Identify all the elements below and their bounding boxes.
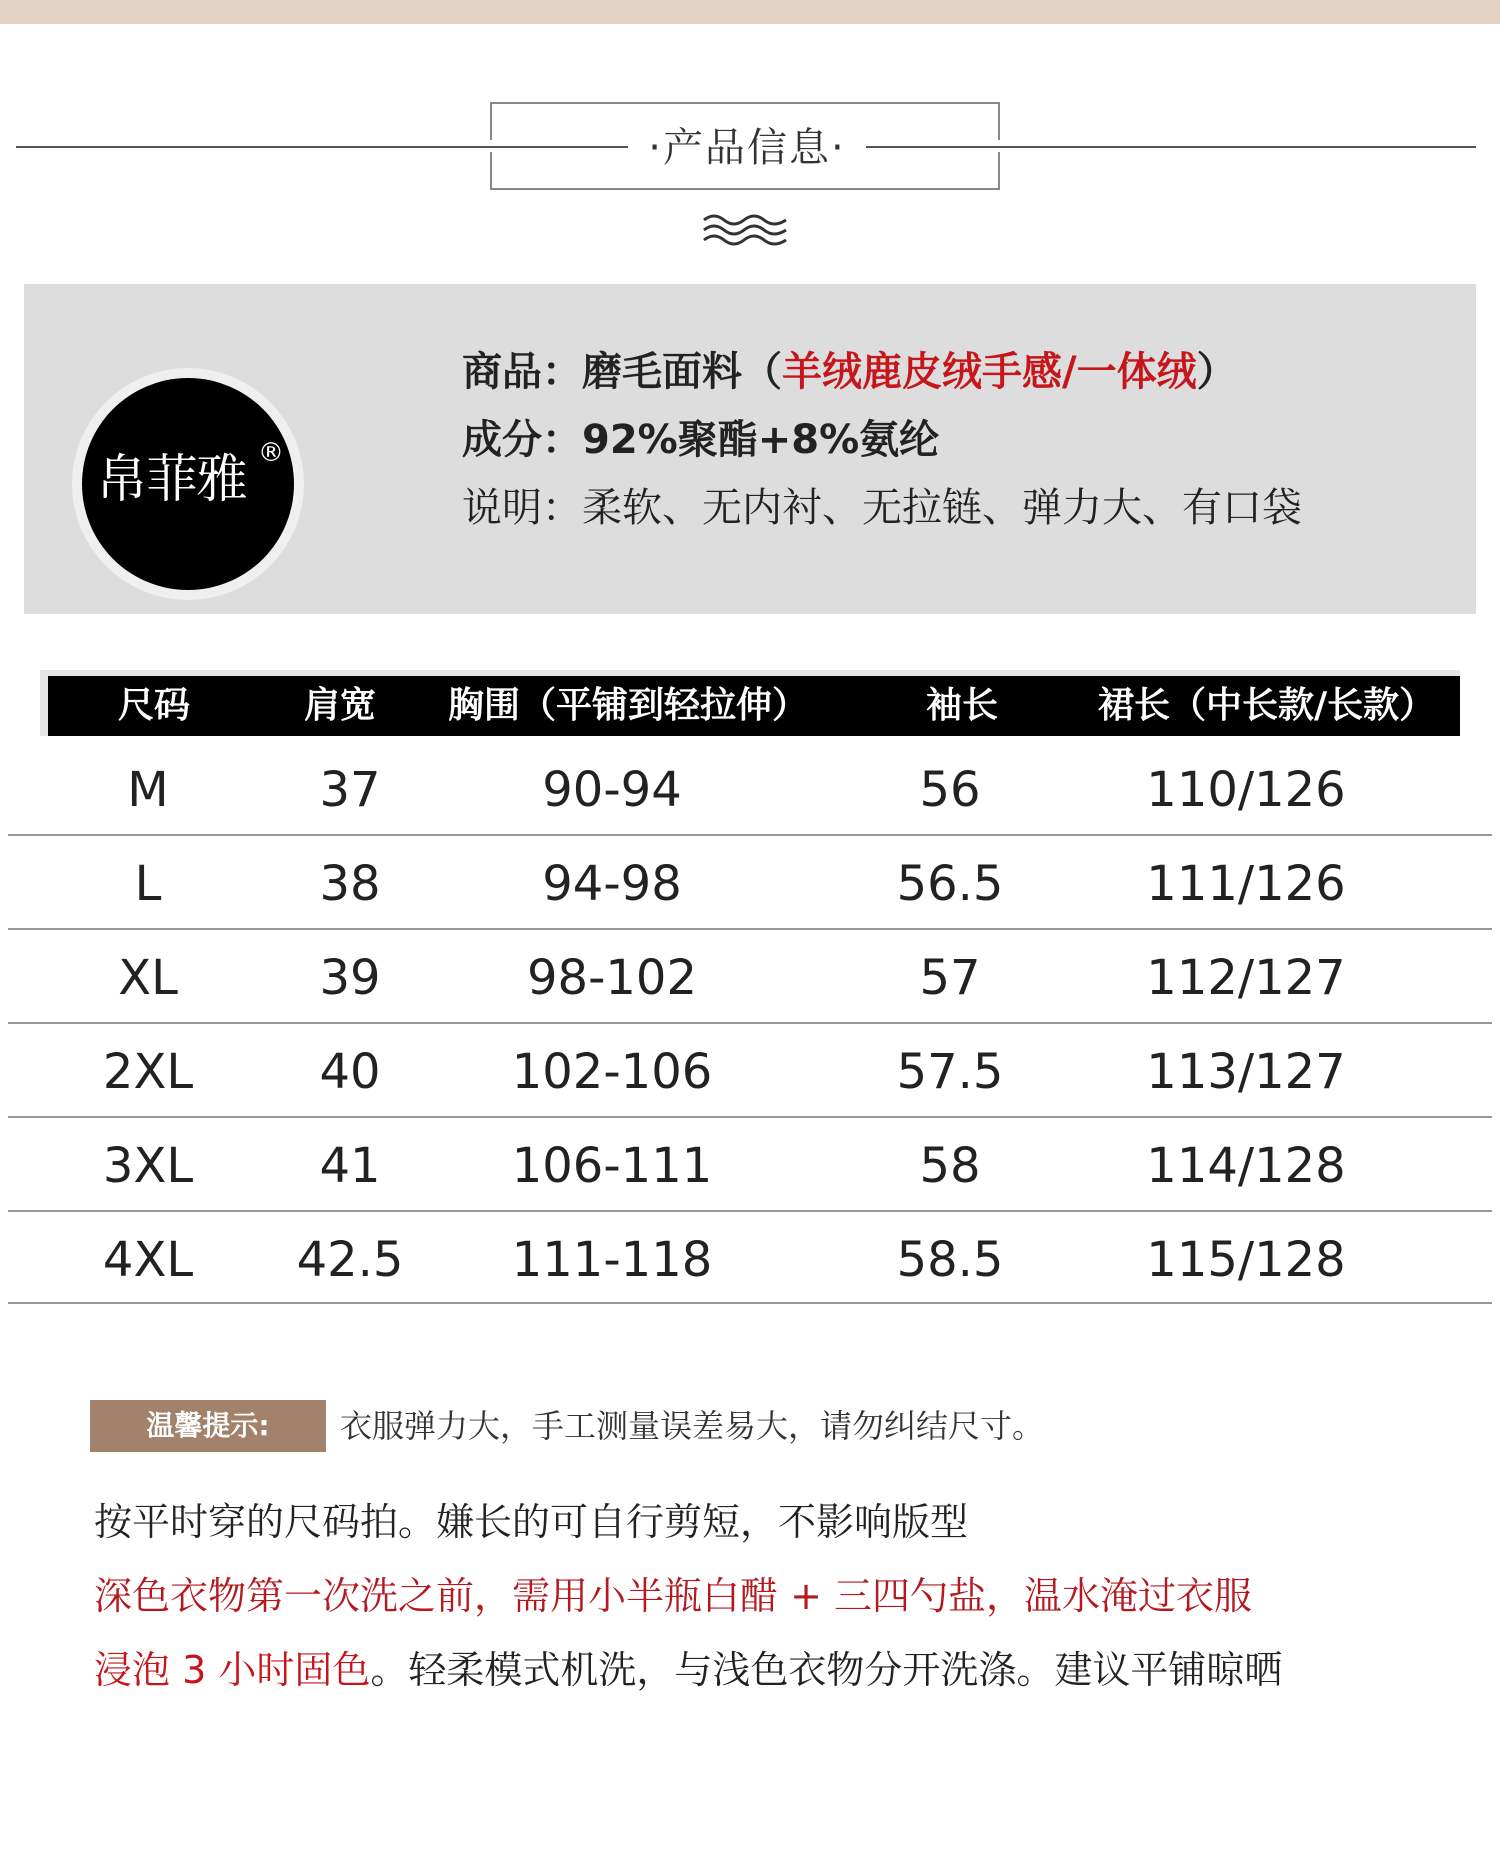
note-line-3: [94, 1644, 1282, 1696]
tip-label: 温馨提示:: [90, 1400, 326, 1452]
table-cell-shoulder: 42.5: [296, 1232, 404, 1288]
table-cell-sleeve: 58: [919, 1138, 981, 1194]
note-line-3-red: 浸泡 3 小时固色: [94, 1648, 371, 1692]
tip-text: 衣服弹力大，手工测量误差易大，请勿纠结尺寸。: [340, 1407, 1045, 1445]
composition-label: 成分：: [462, 417, 582, 463]
table-cell-sleeve: 57: [919, 950, 981, 1006]
description-value: 柔软、无内衬、无拉链、弹力大、有口袋: [582, 485, 1302, 531]
composition-line: [462, 414, 939, 466]
composition-value: 92%聚酯+8%氨纶: [582, 417, 940, 463]
table-cell-shoulder: 38: [319, 856, 381, 912]
table-cell-size: 4XL: [102, 1232, 194, 1288]
table-cell-size: M: [127, 762, 169, 818]
table-cell-sleeve: 58.5: [896, 1232, 1004, 1288]
table-cell-size: XL: [118, 950, 178, 1006]
table-row-divider: [8, 1302, 1492, 1304]
table-cell-length: 111/126: [1146, 856, 1346, 912]
table-cell-bust: 106-111: [511, 1138, 713, 1194]
table-cell-length: 115/128: [1146, 1232, 1346, 1288]
table-cell-shoulder: 41: [319, 1138, 381, 1194]
size-table-header: [48, 676, 1460, 736]
section-title: ·产品信息·: [648, 125, 846, 171]
top-decorative-band: [0, 0, 1500, 24]
product-value: 磨毛面料（: [582, 349, 782, 395]
table-cell-length: 113/127: [1146, 1044, 1346, 1100]
title-divider-right: [866, 146, 1476, 148]
note-line-2: 深色衣物第一次洗之前，需用小半瓶白醋 + 三四勺盐，温水淹过衣服: [94, 1574, 1253, 1618]
header-size: 尺码: [118, 685, 191, 726]
table-cell-bust: 98-102: [526, 950, 697, 1006]
table-row-divider: [8, 1210, 1492, 1212]
product-highlight: 羊绒鹿皮绒手感/一体绒: [782, 349, 1197, 395]
table-cell-shoulder: 37: [319, 762, 381, 818]
header-shoulder: 肩宽: [304, 685, 377, 726]
note-line-3-rest: 。轻柔模式机洗，与浅色衣物分开洗涤。建议平铺晾晒: [370, 1648, 1283, 1692]
wave-icon: [702, 212, 788, 248]
table-cell-shoulder: 39: [319, 950, 381, 1006]
header-sleeve: 袖长: [926, 685, 999, 726]
table-row-divider: [8, 1116, 1492, 1118]
table-cell-bust: 94-98: [542, 856, 682, 912]
product-line: [462, 346, 1237, 398]
brand-logo-text: 帛菲雅: [96, 450, 247, 510]
table-cell-bust: 102-106: [511, 1044, 713, 1100]
product-label: 商品：: [462, 349, 582, 395]
header-length: 裙长（中长款/长款）: [1098, 685, 1436, 726]
product-close: ）: [1196, 349, 1237, 395]
brand-logo: [82, 378, 294, 590]
table-row-divider: [8, 834, 1492, 836]
registered-mark-icon: ®: [258, 438, 284, 468]
description-line: [462, 482, 1302, 534]
table-cell-bust: 90-94: [542, 762, 682, 818]
table-cell-length: 112/127: [1146, 950, 1346, 1006]
table-cell-size: L: [134, 856, 162, 912]
table-cell-bust: 111-118: [511, 1232, 713, 1288]
table-cell-size: 3XL: [102, 1138, 194, 1194]
title-divider-left: [16, 146, 628, 148]
description-label: 说明：: [462, 485, 582, 531]
table-cell-sleeve: 56: [919, 762, 981, 818]
table-cell-shoulder: 40: [319, 1044, 381, 1100]
table-cell-sleeve: 56.5: [896, 856, 1004, 912]
table-cell-length: 110/126: [1146, 762, 1346, 818]
note-line-1: 按平时穿的尺码拍。嫌长的可自行剪短，不影响版型: [94, 1500, 969, 1544]
header-bust: 胸围（平铺到轻拉伸）: [448, 685, 809, 726]
table-cell-length: 114/128: [1146, 1138, 1346, 1194]
table-row-divider: [8, 1022, 1492, 1024]
table-cell-size: 2XL: [102, 1044, 194, 1100]
table-cell-sleeve: 57.5: [896, 1044, 1004, 1100]
table-row-divider: [8, 928, 1492, 930]
